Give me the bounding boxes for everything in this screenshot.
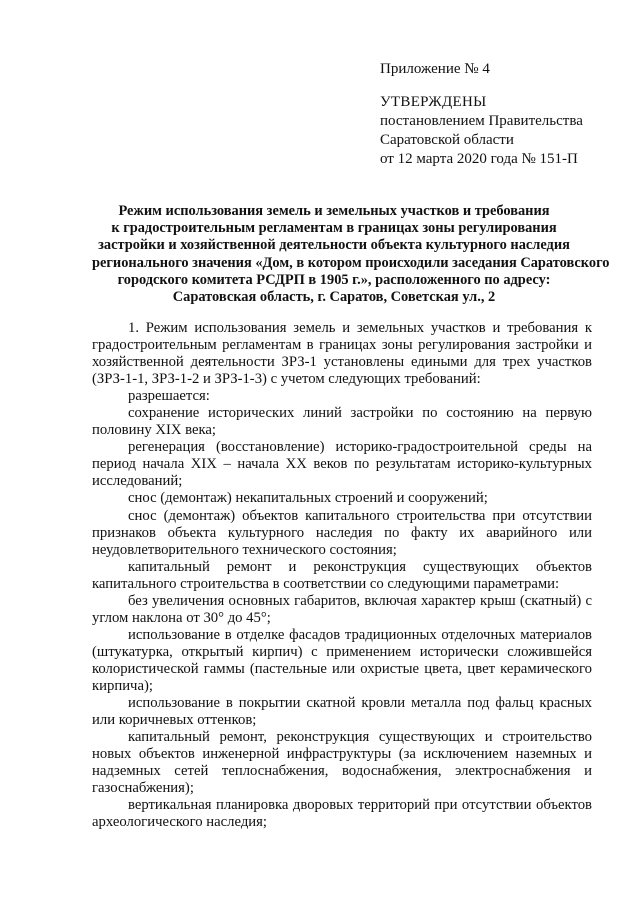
paragraph: использование в покрытии скатной кровли металла под фальц красных или коричневых оттенков; xyxy=(92,695,592,729)
title-line: к градостроительным регламентам в границах зоны регулирования xyxy=(111,220,557,237)
paragraph: вертикальная планировка дворовых территорий при отсутствии объектов археологического наследия; xyxy=(92,797,592,831)
title-line: Режим использования земель и земельных участков и требования xyxy=(118,203,550,219)
approved-heading: УТВЕРЖДЕНЫ xyxy=(380,94,487,110)
approval-line-2: Саратовской области xyxy=(380,132,514,148)
approval-line-3: от 12 марта 2020 года № 151-П xyxy=(380,151,578,167)
approval-block xyxy=(380,60,583,169)
approval-line-1: постановлением Правительства xyxy=(380,113,583,129)
paragraph: сохранение исторических линий застройки по состоянию на первую половину XIX века; xyxy=(92,405,592,439)
paragraph: снос (демонтаж) объектов капитального строительства при отсутствии признаков объекта культурного наследия по факту их аварийного или неудовлетворительного технического состояния; xyxy=(92,507,592,558)
paragraph: использование в отделке фасадов традиционных отделочных материалов (штукатурка, открытый кирпич) с применением исторически сложившейся колористической гаммы (пастельные или охристые цвета, цвет керамического кирпича); xyxy=(92,626,592,694)
paragraph: капитальный ремонт и реконструкция существующих объектов капитального строительства в соответствии со следующими параметрами: xyxy=(92,558,592,592)
paragraph: регенерация (восстановление) историко-градостроительной среды на период начала XIX – начала XX веков по результатам историко-культурных исследований; xyxy=(92,439,592,490)
paragraph-allowed: разрешается: xyxy=(128,388,210,405)
appendix-number: Приложение № 4 xyxy=(380,61,490,77)
paragraph: капитальный ремонт, реконструкция существующих и строительство новых объектов инженерной инфраструктуры (за исключением наземных и надземных сетей теплоснабжения, водоснабжения, электроснабжения и газоснабжения); xyxy=(92,729,592,797)
title-line: Саратовская область, г. Саратов, Советская ул., 2 xyxy=(172,289,496,306)
paragraph: снос (демонтаж) некапитальных строений и сооружений; xyxy=(128,490,488,507)
paragraph: без увеличения основных габаритов, включая характер крыш (скатный) с углом наклона от 30° до 45°; xyxy=(92,592,592,626)
title-line: регионального значения «Дом, в котором происходили заседания Саратовского xyxy=(92,254,610,271)
title-line: застройки и хозяйственной деятельности объекта культурного наследия xyxy=(98,237,570,254)
document-title xyxy=(92,203,610,306)
paragraph-1: 1. Режим использования земель и земельных участков и требования к градостроительным регламентам в границах зоны регулирования застройки и хозяйственной деятельности ЗРЗ-1 установлены едиными для трех участков (ЗРЗ-1-1, ЗРЗ-1-2 и ЗРЗ-1-3) с учетом следующих требований: xyxy=(92,320,592,388)
title-line: городского комитета РСДРП в 1905 г.», расположенного по адресу: xyxy=(117,271,551,288)
document-body xyxy=(92,320,592,831)
